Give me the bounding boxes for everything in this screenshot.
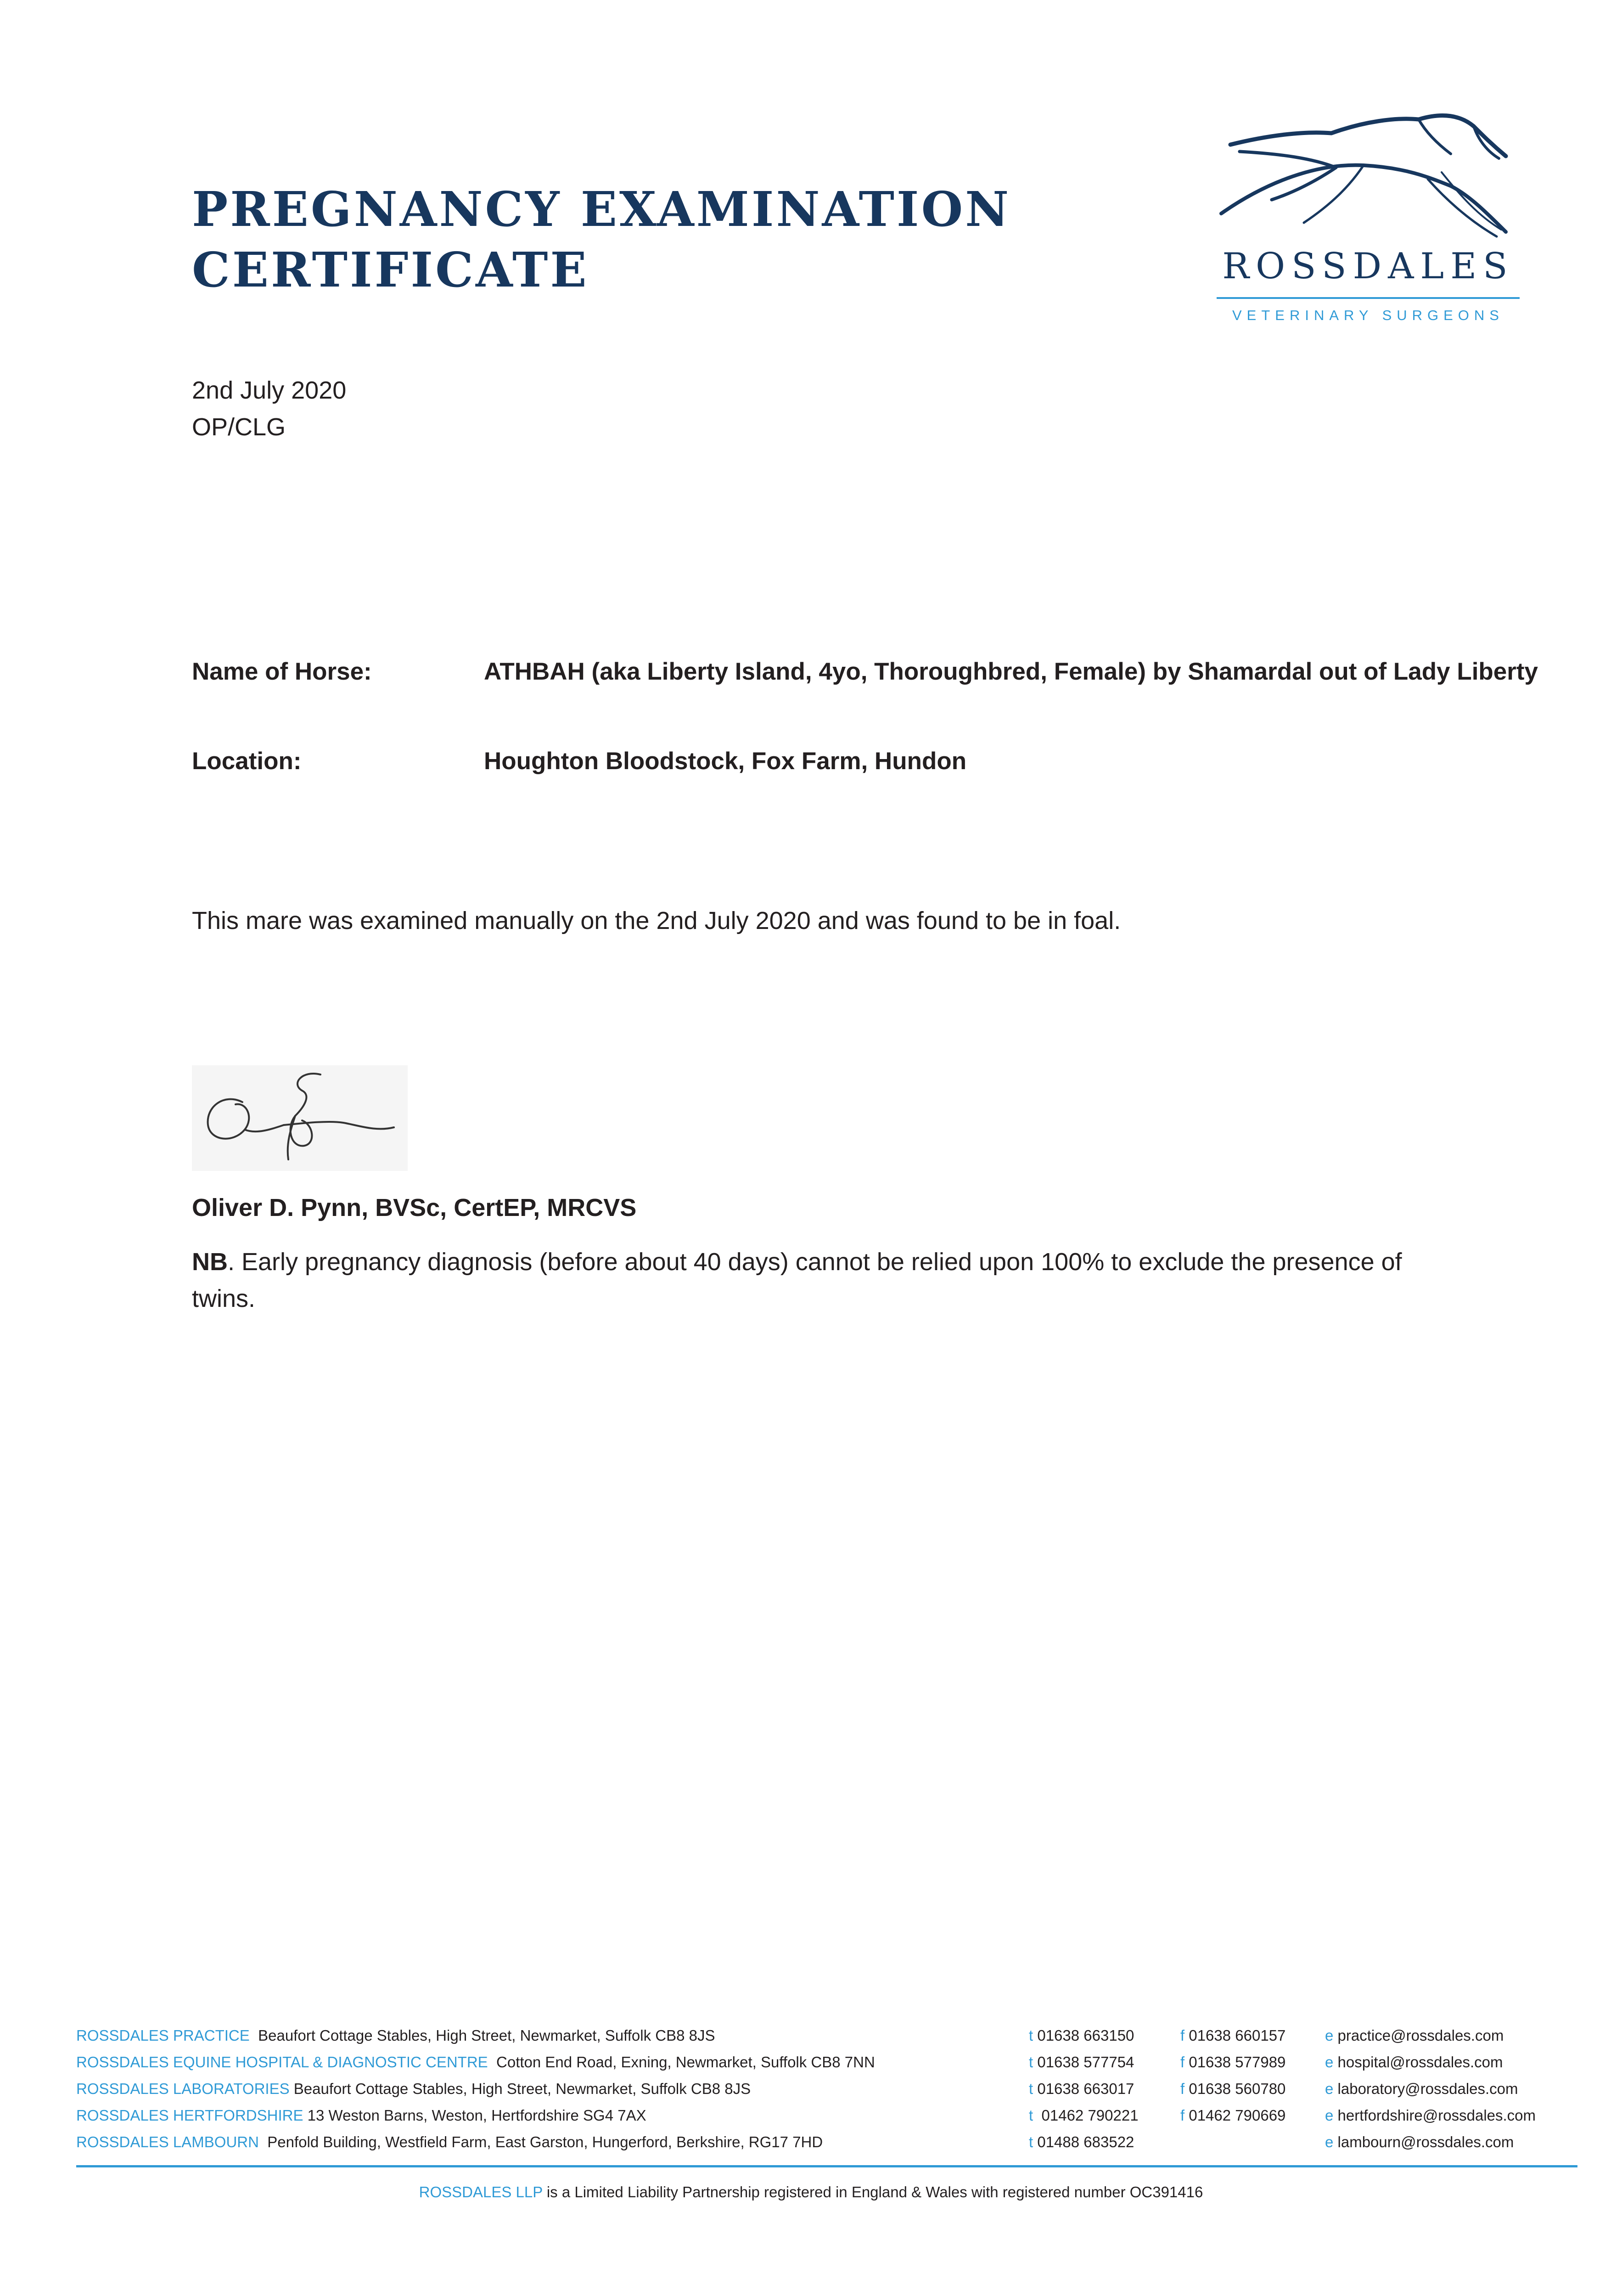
signature-icon xyxy=(192,1065,408,1171)
location-label: Location: xyxy=(192,748,302,775)
document-title xyxy=(192,179,1011,300)
email-prefix: e xyxy=(1325,2054,1334,2071)
phone-prefix: t xyxy=(1029,2054,1033,2071)
footer-office-row xyxy=(76,2133,1577,2160)
fax-number: 01638 660157 xyxy=(1189,2027,1286,2044)
office-phone xyxy=(1029,2054,1134,2071)
fax-prefix: f xyxy=(1180,2107,1185,2124)
office-fax xyxy=(1180,2027,1285,2044)
document-date: 2nd July 2020 xyxy=(192,377,347,404)
office-name: ROSSDALES EQUINE HOSPITAL & DIAGNOSTIC CENTRE xyxy=(76,2054,488,2071)
examination-statement: This mare was examined manually on the 2nd July 2020 and was found to be in foal. xyxy=(192,907,1121,934)
phone-prefix: t xyxy=(1029,2133,1033,2150)
fax-number: 01638 577989 xyxy=(1189,2054,1286,2071)
note xyxy=(192,1244,1431,1317)
email-address: laboratory@rossdales.com xyxy=(1337,2080,1518,2097)
office-address: Beaufort Cottage Stables, High Street, Newmarket, Suffolk CB8 8JS xyxy=(293,2080,751,2097)
footer-office-row xyxy=(76,2027,1577,2054)
signatory-name: Oliver D. Pynn, BVSc, CertEP, MRCVS xyxy=(192,1194,637,1221)
phone-number: 01462 790221 xyxy=(1041,2107,1139,2124)
email-address: lambourn@rossdales.com xyxy=(1337,2133,1514,2150)
phone-number: 01488 683522 xyxy=(1037,2133,1134,2150)
brand-tagline: VETERINARY SURGEONS xyxy=(1232,307,1504,323)
email-prefix: e xyxy=(1325,2107,1334,2124)
document-reference: OP/CLG xyxy=(192,413,286,441)
phone-number: 01638 663150 xyxy=(1037,2027,1134,2044)
office-address: Penfold Building, Westfield Farm, East Garston, Hungerford, Berkshire, RG17 7HD xyxy=(267,2133,823,2150)
office-name-address xyxy=(76,2054,875,2071)
fax-prefix: f xyxy=(1180,2027,1185,2044)
document-meta xyxy=(192,372,346,445)
office-phone xyxy=(1029,2080,1134,2098)
office-fax xyxy=(1180,2080,1285,2098)
email-address: hertfordshire@rossdales.com xyxy=(1337,2107,1536,2124)
footer-office-row xyxy=(76,2080,1577,2107)
office-name-address xyxy=(76,2133,823,2151)
office-address: Cotton End Road, Exning, Newmarket, Suffolk CB8 7NN xyxy=(496,2054,875,2071)
office-name-address xyxy=(76,2027,715,2044)
office-phone xyxy=(1029,2107,1139,2124)
email-prefix: e xyxy=(1325,2027,1334,2044)
office-phone xyxy=(1029,2027,1134,2044)
note-prefix: NB xyxy=(192,1248,228,1276)
office-address: Beaufort Cottage Stables, High Street, Newmarket, Suffolk CB8 8JS xyxy=(258,2027,715,2044)
footer-office-row xyxy=(76,2107,1577,2133)
office-email xyxy=(1325,2133,1514,2151)
location-value: Houghton Bloodstock, Fox Farm, Hundon xyxy=(484,748,967,775)
fax-number: 01462 790669 xyxy=(1189,2107,1286,2124)
legal-text: is a Limited Liability Partnership registered in England & Wales with registered number OC391416 xyxy=(542,2183,1203,2200)
email-address: hospital@rossdales.com xyxy=(1337,2054,1503,2071)
note-text: . Early pregnancy diagnosis (before about 40 days) cannot be relied upon 100% to exclude the presence of twins. xyxy=(192,1248,1402,1312)
legal-name: ROSSDALES LLP xyxy=(419,2183,543,2200)
fax-number: 01638 560780 xyxy=(1189,2080,1286,2097)
email-prefix: e xyxy=(1325,2080,1334,2097)
office-email xyxy=(1325,2027,1504,2044)
office-name-address xyxy=(76,2107,646,2124)
office-name: ROSSDALES LABORATORIES xyxy=(76,2080,290,2097)
horse-label: Name of Horse: xyxy=(192,658,372,685)
legal-notice xyxy=(0,2183,1622,2201)
office-email xyxy=(1325,2054,1503,2071)
office-name: ROSSDALES LAMBOURN xyxy=(76,2133,259,2150)
office-address: 13 Weston Barns, Weston, Hertfordshire SG4 7AX xyxy=(307,2107,646,2124)
title-line-1: PREGNANCY EXAMINATION xyxy=(192,181,1011,237)
office-phone xyxy=(1029,2133,1134,2151)
brand-divider xyxy=(1217,297,1520,299)
phone-prefix: t xyxy=(1029,2107,1033,2124)
office-fax xyxy=(1180,2054,1285,2071)
fax-prefix: f xyxy=(1180,2080,1185,2097)
email-prefix: e xyxy=(1325,2133,1334,2150)
phone-number: 01638 663017 xyxy=(1037,2080,1134,2097)
phone-prefix: t xyxy=(1029,2027,1033,2044)
office-name: ROSSDALES HERTFORDSHIRE xyxy=(76,2107,303,2124)
office-name-address xyxy=(76,2080,751,2098)
horse-value: ATHBAH (aka Liberty Island, 4yo, Thoroughbred, Female) by Shamardal out of Lady Liberty xyxy=(484,658,1538,685)
title-line-2: CERTIFICATE xyxy=(192,242,589,298)
galloping-horse-icon xyxy=(1212,108,1524,246)
office-email xyxy=(1325,2080,1518,2098)
email-address: practice@rossdales.com xyxy=(1337,2027,1504,2044)
office-email xyxy=(1325,2107,1536,2124)
phone-number: 01638 577754 xyxy=(1037,2054,1134,2071)
signature xyxy=(192,1065,408,1171)
rossdales-logo xyxy=(1203,108,1533,333)
phone-prefix: t xyxy=(1029,2080,1033,2097)
footer-office-row xyxy=(76,2054,1577,2080)
footer-divider xyxy=(76,2165,1577,2167)
fax-prefix: f xyxy=(1180,2054,1185,2071)
office-fax xyxy=(1180,2107,1285,2124)
office-name: ROSSDALES PRACTICE xyxy=(76,2027,250,2044)
brand-name: ROSSDALES xyxy=(1222,246,1514,287)
